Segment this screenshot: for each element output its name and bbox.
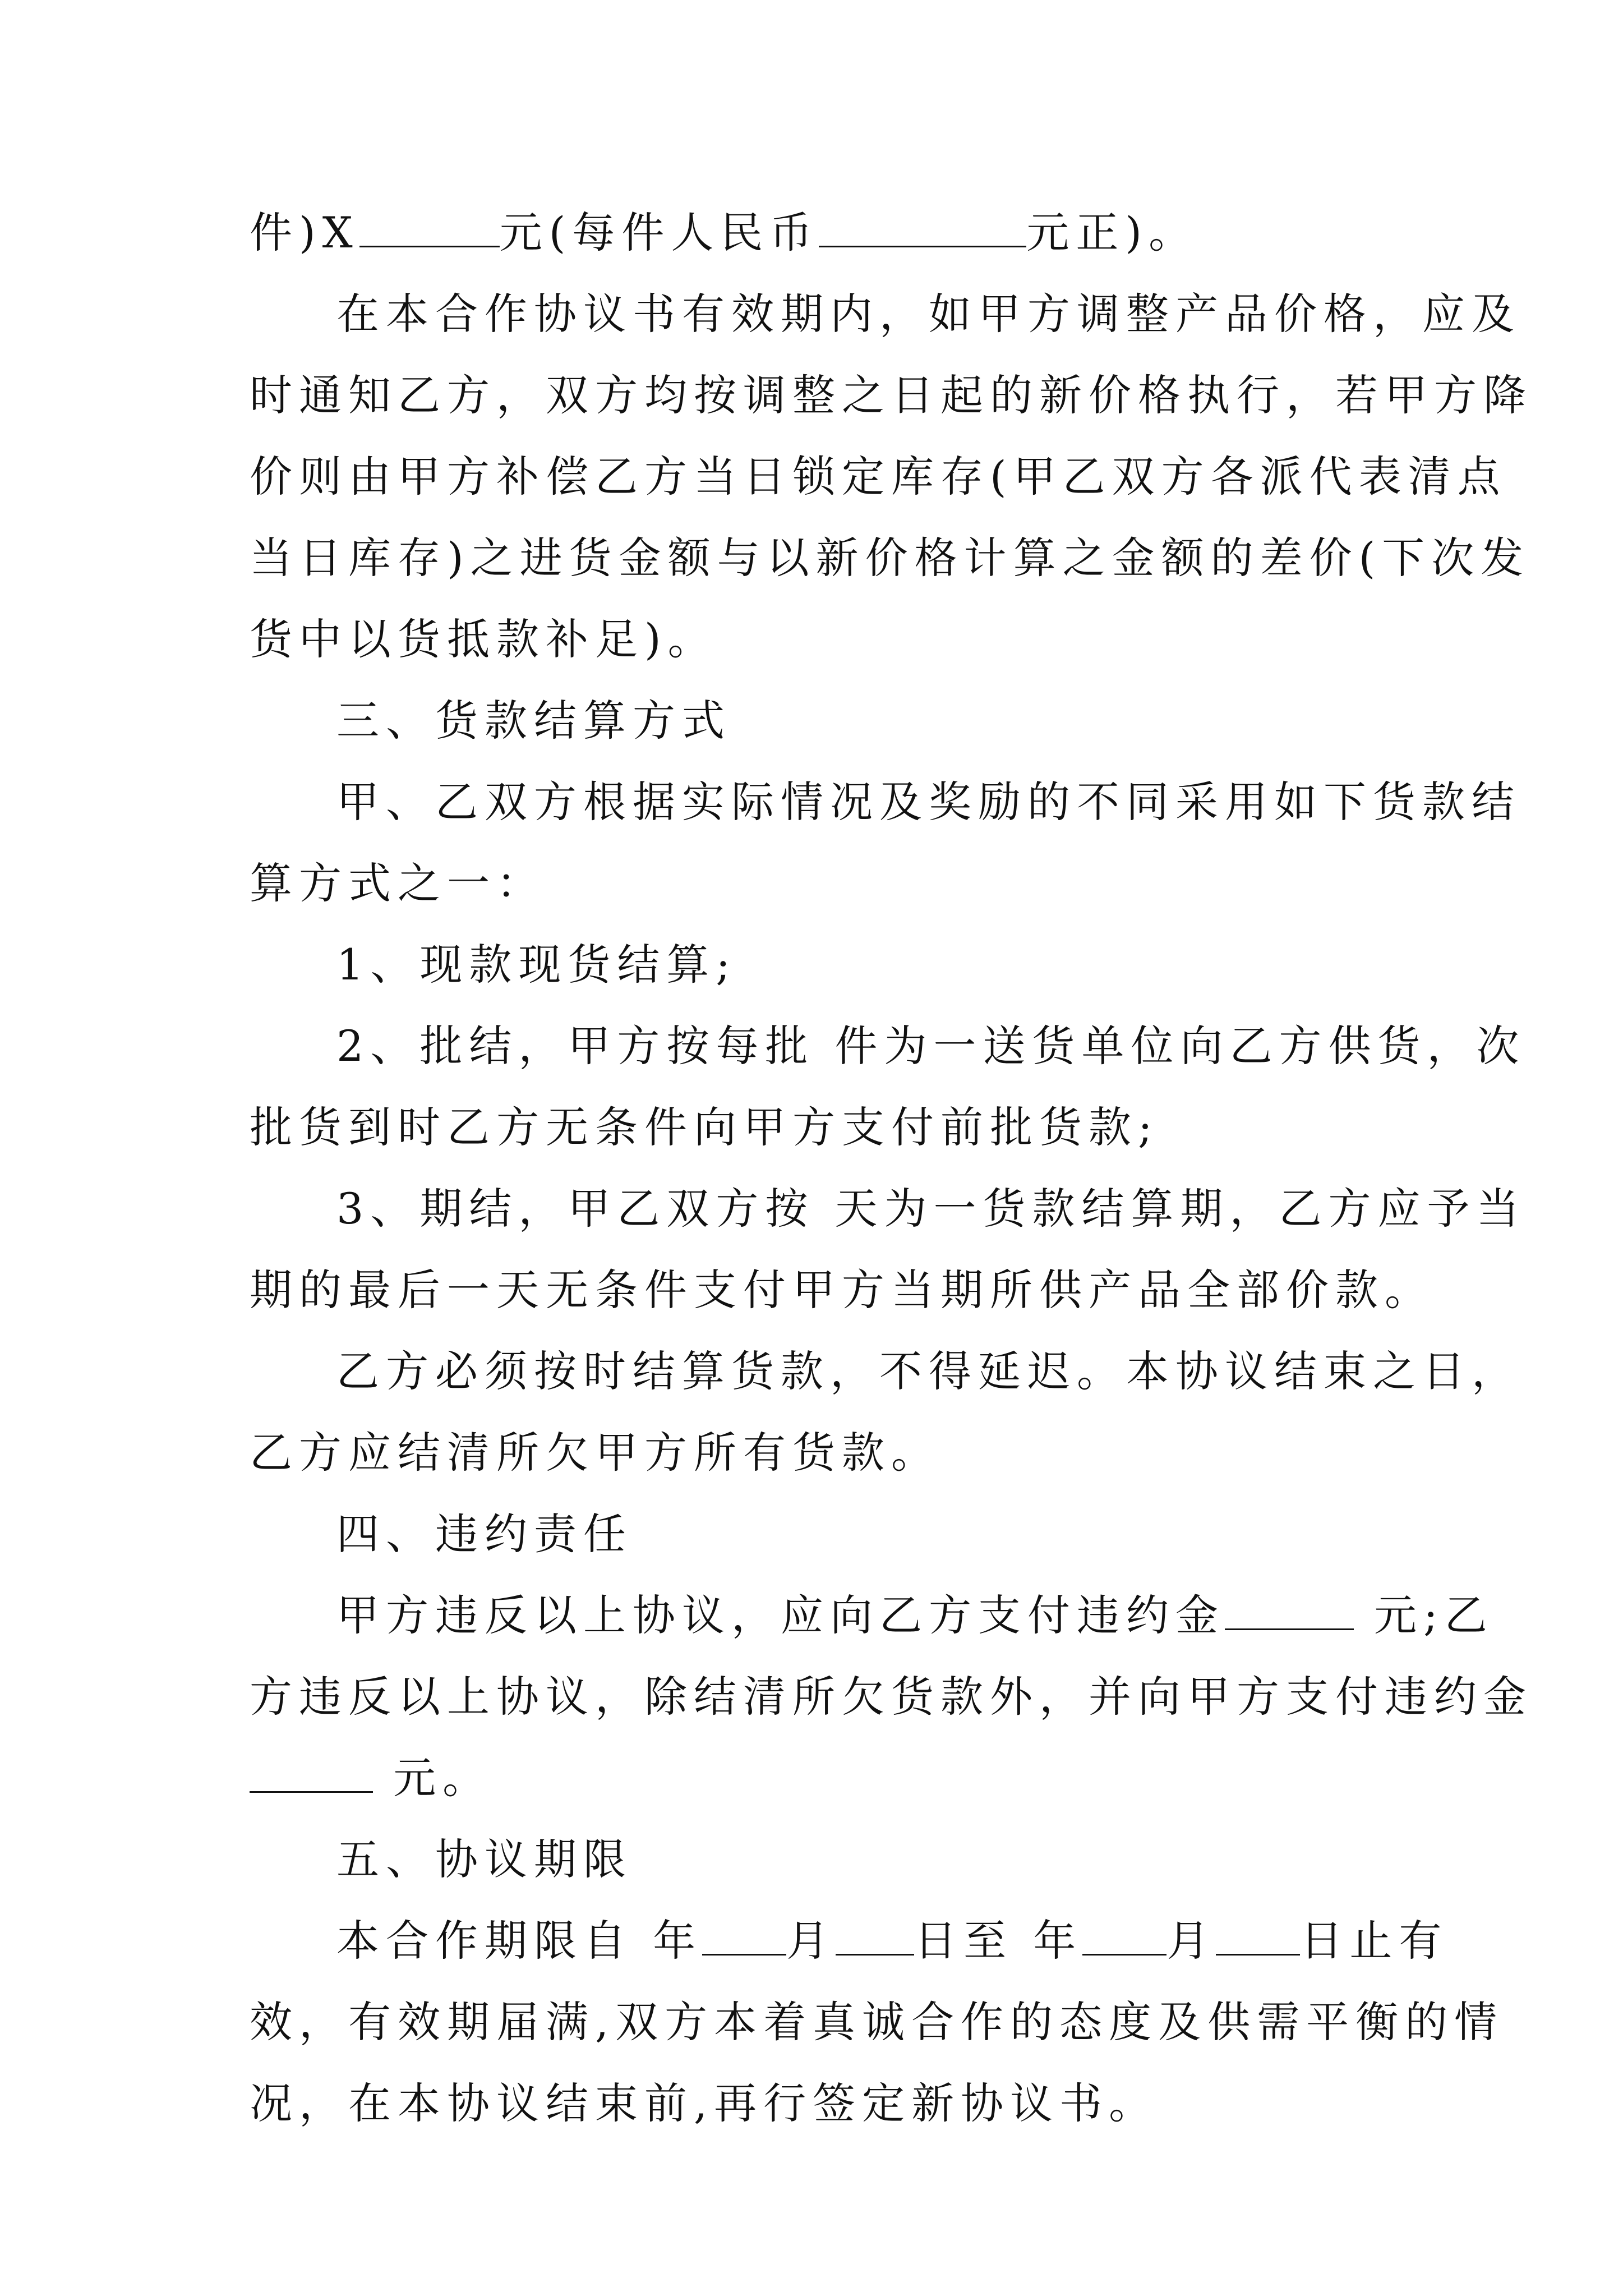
- text-segment: 日至 年: [914, 1916, 1083, 1966]
- paragraph-line: 时通知乙方，双方均按调整之日起的新价格执行，若甲方降: [250, 370, 1533, 420]
- text-line: [336, 1588, 1494, 1644]
- paragraph-line: 在本合作协议书有效期内，如甲方调整产品价格，应及: [336, 289, 1521, 339]
- blank-underline: [702, 1919, 786, 1955]
- text-segment: 月: [786, 1916, 836, 1966]
- section-heading: 五、协议期限: [336, 1834, 633, 1884]
- text-segment: 元。: [373, 1753, 492, 1803]
- text-segment: 元正)。: [1026, 208, 1198, 257]
- paragraph-line: 批货到时乙方无条件向甲方支付前批货款;: [250, 1102, 1159, 1152]
- blank-underline: [836, 1919, 914, 1955]
- paragraph-line: 货中以货抵款补足)。: [250, 614, 717, 664]
- text-segment: 月: [1166, 1916, 1216, 1966]
- list-item: 1、现款现货结算;: [336, 940, 737, 990]
- text-segment: 元;乙: [1354, 1590, 1494, 1640]
- paragraph-line: 期的最后一天无条件支付甲方当期所供产品全部价款。: [250, 1265, 1434, 1315]
- text-segment: 元(每件人民币: [499, 208, 819, 257]
- text-line: [336, 1913, 1448, 1969]
- text-segment: 本合作期限自 年: [336, 1916, 703, 1966]
- section-heading: 三、货款结算方式: [336, 696, 731, 746]
- paragraph-line: 乙方必须按时结算货款，不得延迟。本协议结束之日，: [336, 1346, 1521, 1396]
- blank-underline: [359, 211, 500, 247]
- paragraph-line: 方违反以上协议，除结清所欠货款外，并向甲方支付违约金: [250, 1672, 1533, 1722]
- text-line: [250, 1750, 492, 1806]
- blank-underline: [819, 211, 1026, 247]
- paragraph-line: 乙方应结清所欠甲方所有货款。: [250, 1428, 940, 1478]
- blank-underline: [1216, 1919, 1300, 1955]
- text-segment: 日止有: [1300, 1916, 1449, 1966]
- blank-underline: [1082, 1919, 1166, 1955]
- text-segment: 甲方违反以上协议，应向乙方支付违约金: [336, 1590, 1225, 1640]
- text-line: [250, 205, 1198, 261]
- list-item: 3、期结，甲乙双方按 天为一货款结算期，乙方应予当: [336, 1184, 1526, 1234]
- paragraph-line: 效，有效期届满,双方本着真诚合作的态度及供需平衡的情: [250, 1997, 1504, 2047]
- blank-underline: [1225, 1594, 1354, 1630]
- list-item: 2、批结，甲方按每批 件为一送货单位向乙方供货，次: [336, 1021, 1526, 1071]
- paragraph-line: 甲、乙双方根据实际情况及奖励的不同采用如下货款结: [336, 777, 1521, 827]
- paragraph-line: 当日库存)之进货金额与以新价格计算之金额的差价(下次发: [250, 533, 1530, 583]
- text-segment: 件)X: [250, 208, 359, 257]
- blank-underline: [250, 1756, 373, 1793]
- section-heading: 四、违约责任: [336, 1509, 633, 1559]
- paragraph-line: 算方式之一：: [250, 858, 546, 908]
- paragraph-line: 况，在本协议结束前,再行签定新协议书。: [250, 2078, 1159, 2128]
- paragraph-line: 价则由甲方补偿乙方当日锁定库存(甲乙双方各派代表清点: [250, 452, 1507, 501]
